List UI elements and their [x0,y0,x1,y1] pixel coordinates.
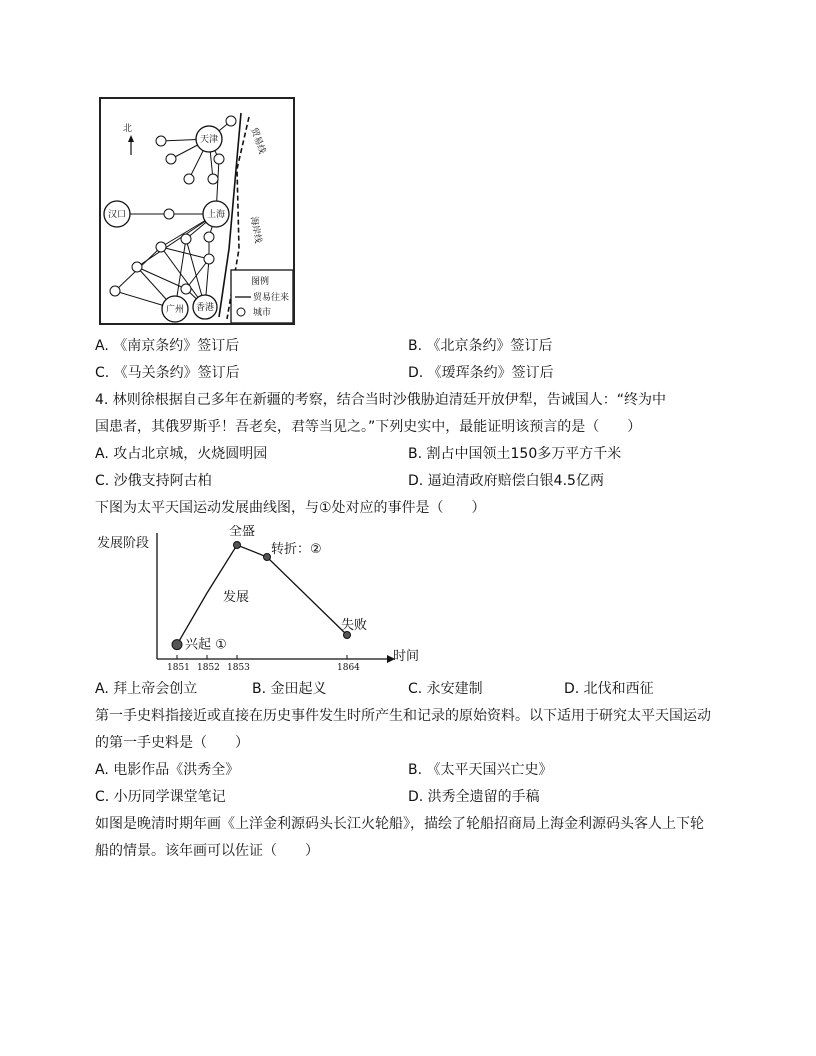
svg-text:汉口: 汉口 [108,210,127,220]
svg-text:广州: 广州 [166,305,185,315]
city-shanghai [203,201,229,227]
q3-option-c[interactable]: C. 《马关条约》签订后 [95,365,240,381]
q7-stem-line1: 如图是晚清时期年画《上洋金利源码头长江火轮船》，描绘了轮船招商局上海金利源码头客人上下轮 [95,816,704,832]
chart-point-2 [234,542,241,549]
chart-point-3 [264,554,271,561]
q3-option-b[interactable]: B. 《北京条约》签订后 [408,338,553,354]
q4-option-c[interactable]: C. 沙俄支持阿古柏 [95,473,212,489]
q5-option-b[interactable]: B. 金田起义 [252,681,327,697]
legend-city-label: 城市 [253,308,272,318]
route-label-mid: 海岸线 [248,215,263,245]
q4-option-d[interactable]: D. 逼迫清政府赔偿白银4.5亿两 [408,473,604,489]
q6-option-a[interactable]: A. 电影作品《洪秀全》 [95,762,240,778]
city-tianjin [196,126,222,152]
x-tick-label-3: 1864 [337,663,360,671]
q4-option-a[interactable]: A. 攻占北京城，火烧圆明园 [95,446,268,462]
city-guangzhou [162,296,188,322]
q3-option-d[interactable]: D. 《瑷珲条约》签订后 [408,365,554,381]
q6-stem-line1: 第一手史料指接近或直接在历史事件发生时所产生和记录的原始资料。以下适用于研究太平天国运动 [95,708,711,724]
x-tick-label-0: 1851 [167,663,190,671]
svg-text:天津: 天津 [200,135,219,145]
chart-ylabel: 发展阶段 [97,536,150,551]
route-label-top: 贸易线 [248,126,267,156]
svg-text:香港: 香港 [196,303,215,313]
city-hankou [104,201,130,227]
chart-point-label-0: 兴起 ① [185,637,227,653]
x-tick-label-1: 1852 [197,663,220,671]
legend-city-swatch [237,308,245,316]
north-arrow-head-icon [128,135,134,142]
svg-text:上海: 上海 [207,210,226,220]
legend-route-label: 贸易往来 [253,293,290,303]
taiping-development-chart [95,525,425,671]
q4-stem-line1: 4. 林则徐根据自己多年在新疆的考察，结合当时沙俄胁迫清廷开放伊犁，告诫国人：“终为中 [95,392,667,408]
chart-point-label-3: 转折：② [271,542,322,557]
chart-point-label-1: 发展 [223,590,250,605]
q5-option-a[interactable]: A. 拜上帝会创立 [95,681,198,697]
chart-series-line [177,545,347,645]
q6-option-d[interactable]: D. 洪秀全遗留的手稿 [408,789,540,805]
q6-stem-line2: 的第一手史料是（ ） [95,735,249,751]
north-label: 北 [123,124,133,134]
q6-option-b[interactable]: B. 《太平天国兴亡史》 [408,762,553,778]
legend-title: 图例 [251,277,270,287]
q6-option-c[interactable]: C. 小历同学课堂笔记 [95,789,226,805]
q5-stem: 下图为太平天国运动发展曲线图，与①处对应的事件是（ ） [95,500,486,516]
q4-stem-line2: 国患者，其俄罗斯乎！吾老矣，君等当见之。”下列史实中，最能证明该预言的是（ ） [95,419,642,435]
chart-point-0 [172,640,182,650]
q4-option-b[interactable]: B. 割占中国领土150多万平方千米 [408,446,622,462]
x-tick-label-2: 1853 [227,663,250,671]
q7-stem-line2: 船的情景。该年画可以佐证（ ） [95,843,319,859]
trade-map-figure [99,97,295,325]
q3-option-a[interactable]: A. 《南京条约》签订后 [95,338,240,354]
q5-option-c[interactable]: C. 永安建制 [408,681,483,697]
city-hongkong [193,295,217,319]
chart-point-label-2: 全盛 [229,525,256,539]
q5-option-d[interactable]: D. 北伐和西征 [564,681,654,697]
map-legend [231,270,293,323]
chart-xlabel: 时间 [393,649,420,664]
chart-point-label-4: 失败 [341,618,368,633]
